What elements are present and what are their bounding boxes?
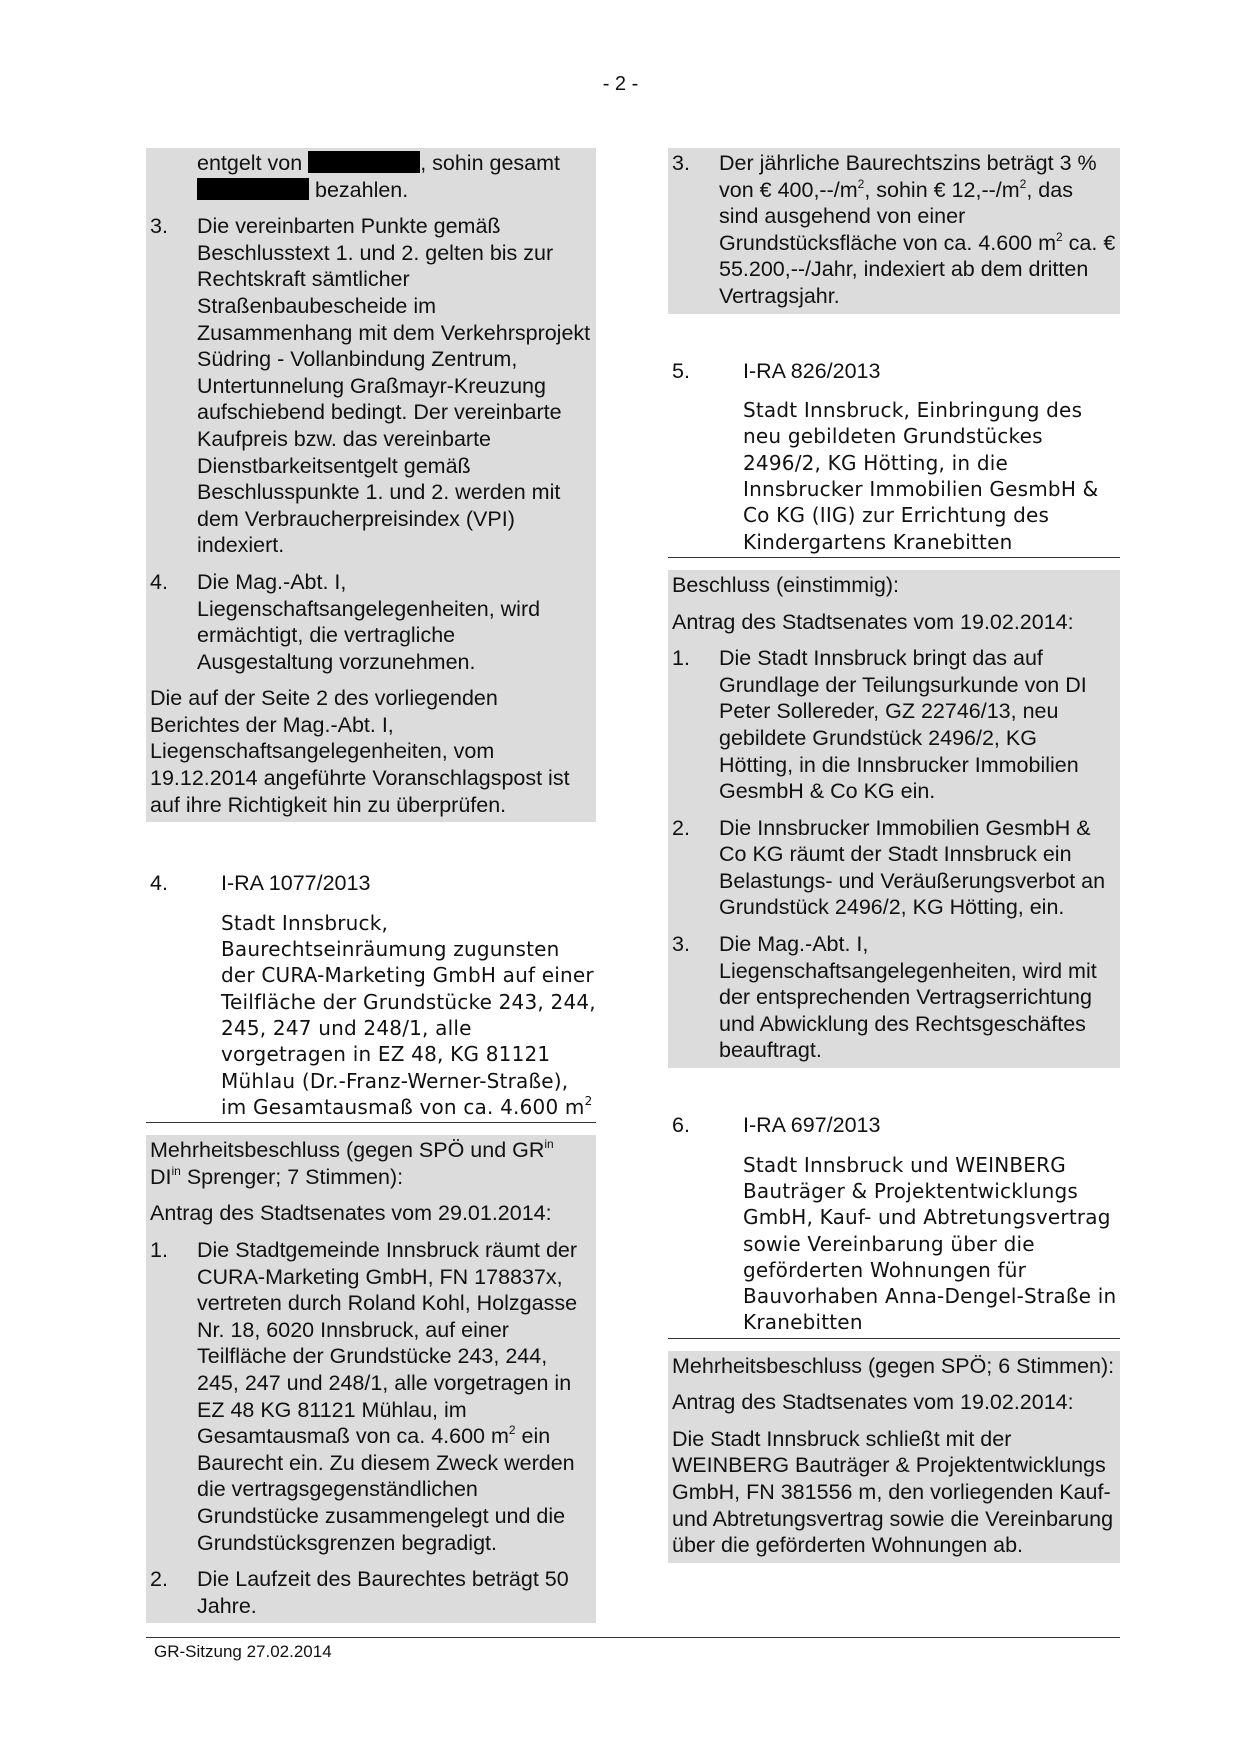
- right-column: [668, 148, 1120, 1563]
- decision-label: Beschluss (einstimmig):: [672, 572, 899, 597]
- footer-divider: [146, 1637, 1120, 1638]
- list-item: [150, 213, 592, 559]
- agenda-title: [221, 910, 596, 1120]
- continued-text: , sohin gesamt: [420, 151, 561, 175]
- list-item: [672, 150, 1116, 310]
- decision-label: Mehrheitsbeschluss (gegen SPÖ und $GR^{in}$ $DI^{in}$ Sprenger; 7 Stimmen):: [150, 1137, 554, 1189]
- agenda-title-text: Stadt Innsbruck, Baurechtseinräumung zugunsten der CURA-Marketing GmbH auf einer Teilfläche der Grundstücke 243, 244, 245, 247 und 248/1, alle vorgetragen in EZ 48, KG 81121 Mühlau (Dr.-Franz-Werner-Straße), im Gesamtausmaß von ca. 4.600 m: [221, 910, 596, 1119]
- list-item: [672, 815, 1116, 921]
- item-text: Die Mag.-Abt. I, Liegenschaftsangelegenheiten, wird mit der entsprechenden Vertragserrichtung und Abwicklung des Rechtsgeschäftes beauftragt.: [719, 932, 1097, 1063]
- page-number: - 2 -: [602, 73, 639, 95]
- decision-block: [668, 1351, 1120, 1563]
- agenda-title: Stadt Innsbruck, Einbringung des neu gebildeten Grundstückes 2496/2, KG Hötting, in die Innsbrucker Immobilien GesmbH & Co KG (IIG) zur Errichtung des Kindergartens Kranebitten: [743, 398, 1099, 554]
- list-item: [672, 645, 1116, 805]
- item-number: 3.: [150, 214, 168, 239]
- item-number: 1.: [150, 1238, 168, 1262]
- item-number: 2.: [150, 1567, 168, 1592]
- divider: [668, 1338, 1120, 1339]
- item-text: Der jährliche Baurechtszins beträgt 3 % von € $400,--/m^2$, sohin € $12,--/m^2$, das sind ausgehend von einer Grundstücksfläche von ca. 4.600 $m^2$ ca. € 55.200,--/Jahr, indexiert ab dem dritten Vertragsjahr.: [719, 151, 1116, 308]
- motion-label: Antrag des Stadtsenates vom 29.01.2014:: [150, 1201, 552, 1226]
- decision-text: Die Stadt Innsbruck schließt mit der WEINBERG Bauträger & Projektentwicklungs GmbH, FN 381556 m, den vorliegenden Kauf- und Abtretungsvertrag sowie die Vereinbarung über die geförderten Wohnungen ab.: [672, 1426, 1114, 1558]
- list-item: [150, 1237, 592, 1556]
- redacted-amount: [197, 178, 309, 200]
- agenda-number: 5.: [672, 358, 690, 383]
- item-text: Die Innsbrucker Immobilien GesmbH & Co KG räumt der Stadt Innsbruck ein Belastungs- und Veräußerungsverbot an Grundstück 2496/2, KG Hötting, ein.: [719, 815, 1106, 920]
- item-number: 1.: [672, 646, 690, 671]
- agenda-title: Stadt Innsbruck und WEINBERG Bauträger & Projektentwicklungs GmbH, Kauf- und Abtretungsvertrag sowie Vereinbarung über die geförderten Wohnungen für Bauvorhaben Anna-Dengel-Straße in Kranebitten: [743, 1152, 1117, 1335]
- item-text: Die Laufzeit des Baurechtes beträgt 50 Jahre.: [197, 1567, 569, 1618]
- agenda-item-5: [668, 358, 1120, 555]
- decision-label: Mehrheitsbeschluss (gegen SPÖ; 6 Stimmen):: [672, 1353, 1115, 1378]
- agenda-item-4: [146, 870, 596, 1120]
- superscript: 2: [584, 1093, 593, 1108]
- item-text: Die Stadt Innsbruck bringt das auf Grundlage der Teilungsurkunde von DI Peter Sollereder, GZ 22746/13, neu gebildete Grundstück 2496/2, KG Hötting, in die Innsbrucker Immobilien GesmbH & Co KG ein.: [719, 646, 1087, 804]
- agenda-number: 6.: [672, 1113, 690, 1138]
- motion-label: Antrag des Stadtsenates vom 19.02.2014:: [672, 1390, 1074, 1415]
- agenda-number: 4.: [150, 871, 168, 896]
- continued-text: entgelt von: [197, 151, 303, 175]
- motion-label: Antrag des Stadtsenates vom 19.02.2014:: [672, 609, 1074, 634]
- redacted-amount: [308, 151, 420, 173]
- item-text: Die Stadtgemeinde Innsbruck räumt der CURA-Marketing GmbH, FN 178837x, vertreten durch Roland Kohl, Holzgasse Nr. 18, 6020 Innsbruck, auf einer Teilfläche der Grundstücke 243, 244, 245, 247 und 248/1, alle vorgetragen in EZ 48 KG 81121 Mühlau, im Gesamtausmaß von ca. 4.600 $m^2$ ein Baurecht ein. Zu diesem Zweck werden die vertragsgegenständlichen Grundstücke zusammengelegt und die Grundstücksgrenzen begradigt.: [197, 1238, 578, 1555]
- list-item: [150, 1566, 592, 1619]
- closing-paragraph: Die auf der Seite 2 des vorliegenden Berichtes der Mag.-Abt. I, Liegenschaftsangelegenheiten, vom 19.12.2014 angeführte Voranschlagspost ist auf ihre Richtigkeit hin zu überprüfen.: [150, 686, 570, 817]
- left-column: [146, 148, 596, 1623]
- divider: [668, 557, 1120, 558]
- item-number: 3.: [672, 932, 690, 957]
- reference-number: I-RA 1077/2013: [221, 871, 371, 896]
- item-number: 2.: [672, 815, 690, 840]
- decision-block: [146, 1135, 596, 1623]
- decision-block: [668, 570, 1120, 1068]
- reference-number: I-RA 697/2013: [743, 1113, 881, 1138]
- item-number: 3.: [672, 151, 690, 175]
- divider: [146, 1122, 596, 1123]
- item-number: 4.: [150, 569, 168, 594]
- item-text: Die vereinbarten Punkte gemäß Beschlusstext 1. und 2. gelten bis zur Rechtskraft sämtlicher Straßenbaubescheide im Zusammenhang mit dem Verkehrsprojekt Südring - Vollanbindung Zentrum, Untertunnelung Graßmayr-Kreuzung aufschiebend bedingt. Der vereinbarte Kaufpreis bzw. das vereinbarte Dienstbarkeitsentgelt gemäß Beschlusspunkte 1. und 2. werden mit dem Verbraucherpreisindex (VPI) indexiert.: [197, 214, 591, 558]
- continued-text: bezahlen.: [314, 177, 409, 202]
- continued-item: [150, 150, 592, 203]
- reference-number: I-RA 826/2013: [743, 358, 881, 383]
- list-item: [150, 569, 592, 675]
- continued-decision-block: [146, 148, 596, 822]
- item-text: Die Mag.-Abt. I, Liegenschaftsangelegenheiten, wird ermächtigt, die vertragliche Ausgestaltung vorzunehmen.: [197, 569, 541, 674]
- list-item: [672, 931, 1116, 1064]
- continued-decision-block: [668, 148, 1120, 314]
- agenda-item-6: [668, 1112, 1120, 1336]
- footer-text: GR-Sitzung 27.02.2014: [154, 1642, 332, 1661]
